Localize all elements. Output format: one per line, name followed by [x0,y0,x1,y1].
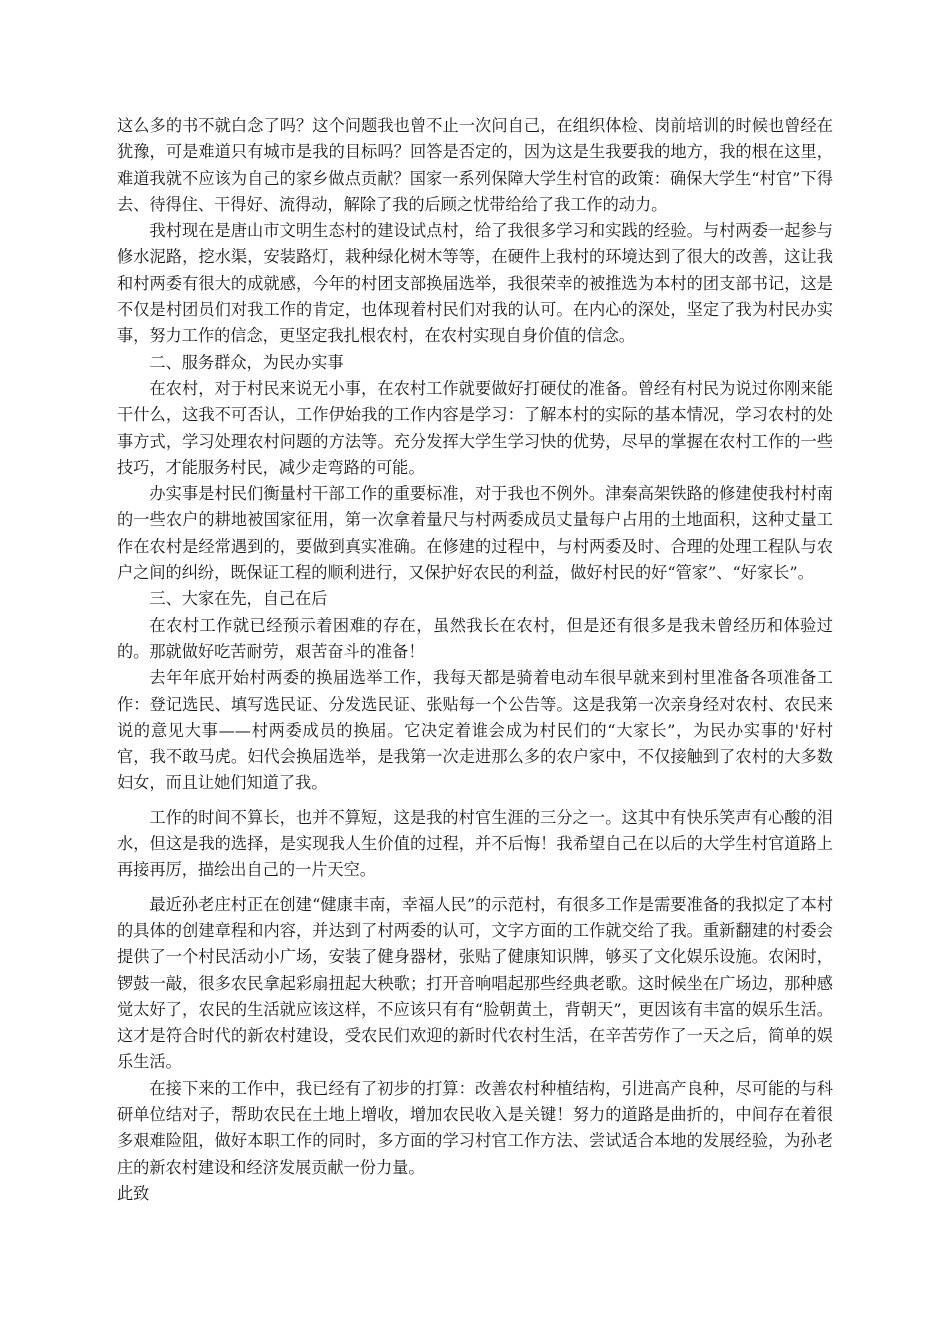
section-heading-serve-people: 二、服务群众，为民办实事 [149,352,344,372]
paragraph-demonstration-village: 最近孙老庄村正在创建“健康丰南，幸福人民”的示范村，有很多工作是需要准备的我拟定了本村的具体的创建章程和内容，并达到了村两委的认可，文字方面的工作就交给了我。重新翻建的村委会提供了一个村民活动小广场，安装了健身器材，张贴了健康知识牌，够买了文化娱乐设施。农闲时，锣鼓一敲，很多农民拿起彩扇扭起大秧歌；打开音响唱起那些经典老歌。这时候坐在广场边，那种感觉太好了，农民的生活就应该这样，不应该只有有“脸朝黄土，背朝天”，更因该有丰富的娱乐生活。这才是符合时代的新农村建设，受农民们欢迎的新时代农村生活，在辛苦劳作了一天之后，简单的娱乐生活。 [117,894,833,1072]
paragraph-difficulties: 在农村工作就已经预示着困难的存在，虽然我长在农村，但是还有很多是我未曾经历和体验过的。那就做好吃苦耐劳，艰苦奋斗的准备！ [117,615,833,661]
paragraph-village-construction: 我村现在是唐山市文明生态村的建设试点村，给了我很多学习和实践的经验。与村两委一起参与修水泥路，挖水渠，安装路灯，栽种绿化树木等等，在硬件上我村的环境达到了很大的改善，这让我和村两委有很大的成就感，今年的村团支部换届选举，我很荣幸的被推选为本村的团支部书记，这是不仅是村团员们对我工作的肯定，也体现着村民们对我的认可。在内心的深处，坚定了我为村民办实事，努力工作的信念，更坚定我扎根农村，在农村实现自身价值的信念。 [117,221,833,346]
document-body [117,113,833,1207]
paragraph-practical-work: 办实事是村民们衡量村干部工作的重要标准，对于我也不例外。津秦高架铁路的修建使我村村南的一些农户的耕地被国家征用，第一次拿着量尺与村两委成员丈量每户占用的土地面积，这种丈量工作在农村是经常遇到的，要做到真实准确。在修建的过程中，与村两委及时、合理的处理工程队与农户之间的纠纷，既保证工程的顺利进行，又保护好农民的利益，做好村民的好“管家”、“好家长”。 [117,484,833,583]
paragraph-reflection: 工作的时间不算长，也并不算短，这是我的村官生涯的三分之一。这其中有快乐笑声有心酸的泪水，但这是我的选择，是实现我人生价值的过程，并不后悔！我希望自己在以后的大学生村官道路上再接再厉，描绘出自己的一片天空。 [117,807,833,880]
paragraph-no-small-matters: 在农村，对于村民来说无小事，在农村工作就要做好打硬仗的准备。曾经有村民为说过你刚来能干什么，这我不可否认，工作伊始我的工作内容是学习：了解本村的实际的基本情况，学习农村的处事方式，学习处理农村问题的方法等。充分发挥大学生学习快的优势，尽早的掌握在农村工作的一些技巧，才能服务村民，减少走弯路的可能。 [117,378,833,477]
section-heading-others-first: 三、大家在先，自己在后 [149,589,328,609]
paragraph-continuation: 这么多的书不就白念了吗？这个问题我也曾不止一次问自己，在组织体检、岗前培训的时候也曾经在犹豫，可是难道只有城市是我的目标吗？回答是否定的，因为这是生我要我的地方，我的根在这里，难道我就不应该为自己的家乡做点贡献？国家一系列保障大学生村官的政策：确保大学生“村官”下得去、待得住、干得好、流得动，解除了我的后顾之忧带给给了我工作的动力。 [117,116,833,214]
closing-salutation: 此致 [117,1183,150,1203]
paragraph-election-work: 去年年底开始村两委的换届选举工作，我每天都是骑着电动车很早就来到村里准备各项准备工作：登记选民、填写选民证、分发选民证、张贴每一个公告等。这是我第一次亲身经对农村、农民来说的意见大事——村两委成员的换届。它决定着谁会成为村民们的“大家长”，为民办实事的'好村官，我不敢马虎。妇代会换届选举，是我第一次走进那么多的农户家中，不仅接触到了农村的大多数妇女，而且让她们知道了我。 [117,668,833,793]
paragraph-future-plans: 在接下来的工作中，我已经有了初步的打算：改善农村种植结构，引进高产良种，尽可能的与科研单位结对子，帮助农民在土地上增收，增加农民收入是关键！努力的道路是曲折的，中间存在着很多艰难险阻，做好本职工作的同时，多方面的学习村官工作方法、尝试适合本地的发展经验，为孙老庄的新农村建设和经济发展贡献一份力量。 [117,1078,833,1177]
